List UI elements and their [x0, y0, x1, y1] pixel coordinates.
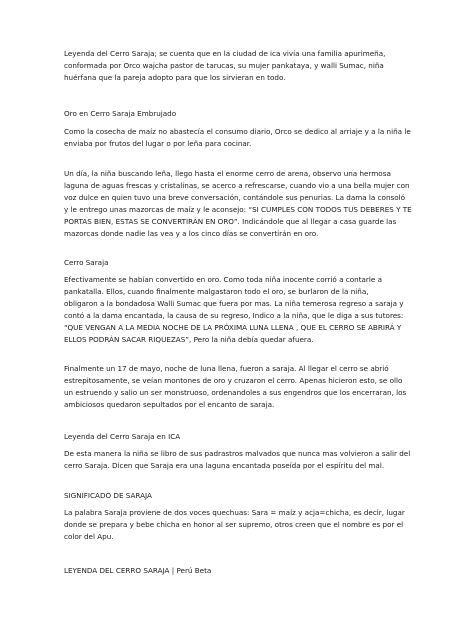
section-heading-cerro-saraja: Cerro Saraja [64, 258, 109, 267]
paragraph-de-esta-manera: De esta manera la niña se libro de sus padrastros malvados que nunca mas volvieron a salir del cerro Saraja. Dicen que Saraja era una laguna encantada poseída por el espíritu del mal. [64, 449, 411, 471]
paragraph-finalmente: Finalmente un 17 de mayo, noche de luna llena, fueron a saraja. Al llegar el cerro se abrió estrepitosamente, se veían montones de oro y cruzaron el cerro. Apenas hicieron esto, se ollo un estruendo y salio un ser monstruoso, ordenandoles a sus engendros que los encerraran, los ambiciosos quedaron sepultados por el encanto de saraja. [64, 364, 407, 410]
source-line: LEYENDA DEL CERRO SARAJA | Perú Beta [64, 566, 212, 575]
paragraph-cosecha: Como la cosecha de maíz no abastecía el consumo diario, Orco se dedico al arriaje y a la niña le enviaba por frutos del lugar o por leña para cocinar. [64, 127, 411, 149]
intro-paragraph: Leyenda del Cerro Saraja; se cuenta que en la ciudad de ica vivía una familia apurimeña, conformada por Orco wajcha pastor de tarucas, su mujer pankataya, y walli Sumac, niña huérfana que la pareja adopto para que los sirvieran en todo. [64, 49, 386, 83]
paragraph-un-dia: Un día, la niña buscando leña, llego hasta el enorme cerro de arena, observo una hermosa laguna de aguas frescas y cristalinas, se acerco a refrescarse, cuando vio a una bella mujer con voz dulce en quien tuvo una breve conversación, contándole sus penurias. La dama la consoló y le entrego unas mazorcas de maíz y le aconsejo: “SI CUMPLES CON TODOS TUS DEBERES Y TE PORTAS BIEN, ESTAS SE CONVERTIRÁN EN ORO”. Indicándole que al llegar a casa guarde las mazorcas donde nadie las vea y a los cinco días se convertirán en oro. [64, 169, 412, 239]
section-heading-leyenda-en-ica: Leyenda del Cerro Saraja en ICA [64, 432, 181, 441]
section-heading-oro-en-cerro-saraja: Oro en Cerro Saraja Embrujado [64, 109, 177, 118]
section-heading-significado: SIGNIFICADO DE SARAJA [64, 491, 152, 500]
paragraph-la-palabra: La palabra Saraja proviene de dos voces quechuas: Sara = maíz y acja=chicha, es decir, lugar donde se prepara y bebe chicha en honor al ser supremo, otros creen que el nombre es por el color del Apu. [64, 508, 405, 542]
paragraph-efectivamente: Efectivamente se habían convertido en oro. Como toda niña inocente corrió a contarle a pankatalla. Ellos, cuando finalmente malgastaron todo el oro, se burlaron de la niña, obligaron a la bondadosa Walli Sumac que fuera por mas. La niña temerosa regreso a saraja y contó a la dama encantada, la causa de su regreso, Indico a la niña, que le diga a sus tutores: “QUE VENGAN A LA MEDIA NOCHE DE LA PRÓXIMA LUNA LLENA , QUE EL CERRO SE ABRIRÁ Y ELLOS PODRÁN SACAR RIQUEZAS”, Pero la niña debía quedar afuera. [64, 275, 404, 345]
